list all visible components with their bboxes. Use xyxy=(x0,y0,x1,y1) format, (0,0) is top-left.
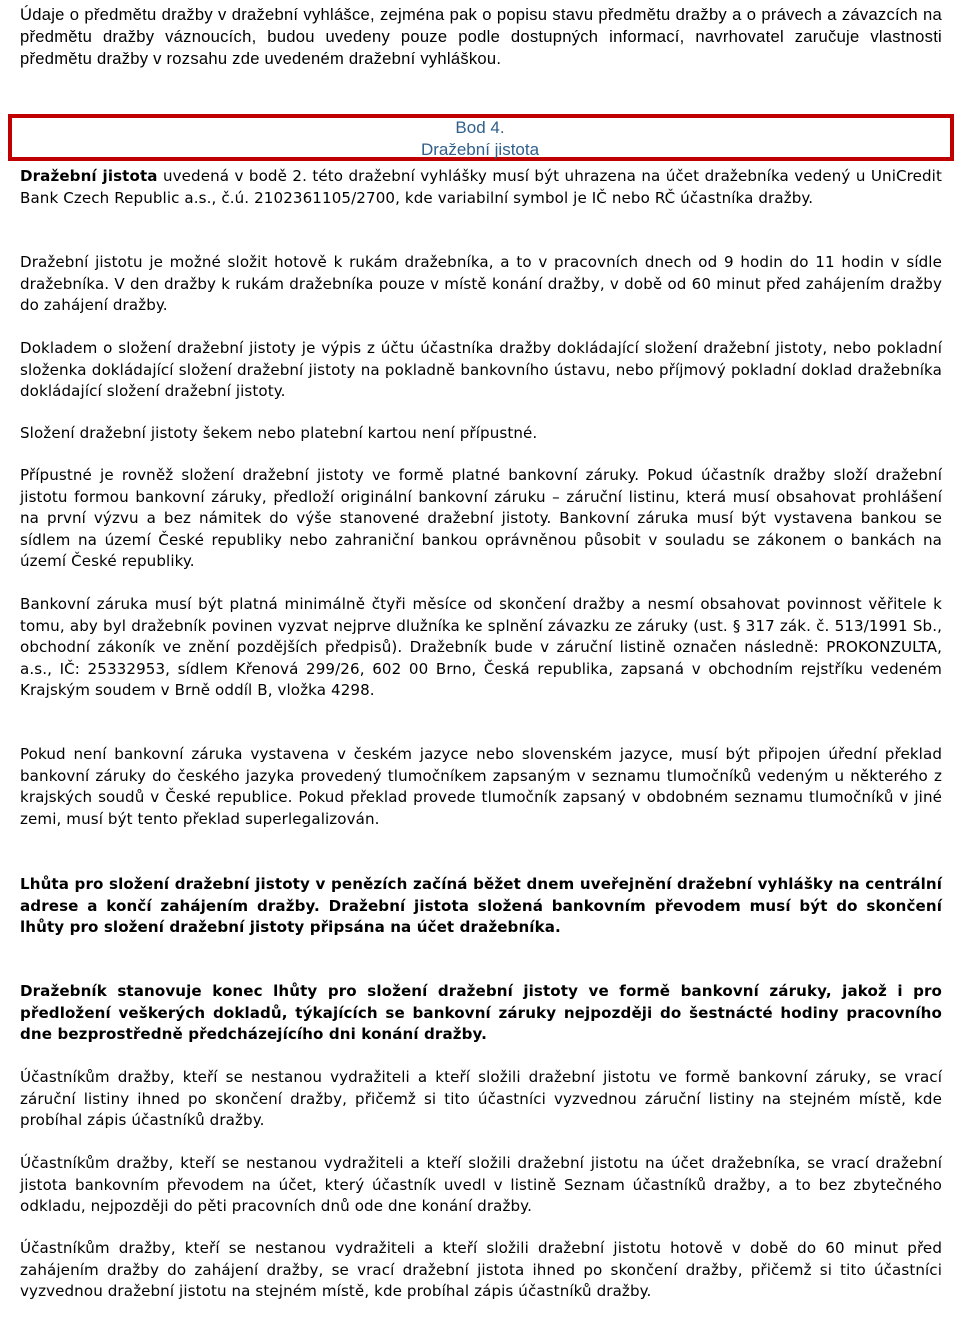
paragraph-konec-lhuty: Dražebník stanovuje konec lhůty pro složení dražební jistoty ve formě bankovní záruky, jakož i pro předložení veškerých dokladů, týkajících se bankovní záruky nejpozději do šestnácté hodiny pracovního dne bezprostředně předcházejícího dni konání dražby. xyxy=(20,982,942,1043)
paragraph-sek: Složení dražební jistoty šekem nebo platební kartou není přípustné. xyxy=(20,424,538,442)
section-title: Dražební jistota xyxy=(420,140,540,159)
paragraph-jistota-ucet-rest: uvedená v bodě 2. této dražební vyhlášky musí být uhrazena na účet dražebníka vedený u UniCredit Bank Czech Republic a.s., č.ú. 2102361105/2700, kde variabilní symbol je IČ nebo RČ účastníka dražby. xyxy=(20,167,942,207)
paragraph-vraceni-zaruky: Účastníkům dražby, kteří se nestanou vydražiteli a kteří složili dražební jistotu ve formě bankovní záruky, se vrací záruční listiny ihned po skončení dražby, přičemž si tito účastníci vyzvednou záruční listiny na stejném místě, kde probíhal zápis účastníků dražby. xyxy=(20,1068,942,1129)
section-number: Bod 4. xyxy=(455,118,505,137)
paragraph-vraceni-hotove: Účastníkům dražby, kteří se nestanou vydražiteli a kteří složili dražební jistotu hotově v době do 60 minut před zahájením dražby do zahájení dražby, se vrací dražební jistota ihned po skončení dražby, přičemž si tito účastníci vyzvednou dražební jistotu na stejném místě, kde probíhal zápis účastníků dražby. xyxy=(20,1239,942,1300)
paragraph-preklad: Pokud není bankovní záruka vystavena v českém jazyce nebo slovenském jazyce, musí být připojen úřední překlad bankovní záruky do českého jazyka provedený tlumočníkem zapsaným v seznamu tlumočníků vedeným u některého z krajských soudů v České republice. Pokud překlad provede tlumočník zapsaný v obdobném seznamu tlumočníků v jiné zemi, musí být tento překlad superlegalizován. xyxy=(20,745,942,828)
paragraph-jistota-ucet-bold: Dražební jistota xyxy=(20,167,158,185)
paragraph-lhuta: Lhůta pro složení dražební jistoty v penězích začíná běžet dnem uveřejnění dražební vyhlášky na centrální adrese a končí zahájením dražby. Dražební jistota složená bankovním převodem musí být do skončení lhůty pro složení dražební jistoty připsána na účet dražebníka. xyxy=(20,875,942,936)
paragraph-doklad: Dokladem o složení dražební jistoty je výpis z účtu účastníka dražby dokládající složení dražební jistoty, nebo pokladní složenka dokládající složení dražební jistoty na pokladně bankovního ústavu, nebo příjmový pokladní doklad dražebníka dokládající složení dražební jistoty. xyxy=(20,339,942,400)
paragraph-bankovni-zaruka: Přípustné je rovněž složení dražební jistoty ve formě platné bankovní záruky. Pokud účastník dražby složí dražební jistotu formou bankovní záruky, předloží originální bankovní záruku – záruční listinu, která musí obsahovat prohlášení na první výzvu a bez námitek do výše stanovené dražební jistoty. Bankovní záruka musí být vystavena bankou se sídlem na území České republiky nebo zahraniční bankou oprávněnou působit v souladu se zákonem o bankách na území České republiky. xyxy=(20,466,942,570)
paragraph-vraceni-prevodem: Účastníkům dražby, kteří se nestanou vydražiteli a kteří složili dražební jistotu na účet dražebníka, se vrací dražební jistota bankovním převodem na účet, který účastník uvedl v listině Seznam účastníků dražby, a to bez zbytečného odkladu, nejpozději do pěti pracovních dnů ode dne konání dražby. xyxy=(20,1154,942,1215)
paragraph-platnost-zaruky: Bankovní záruka musí být platná minimálně čtyři měsíce od skončení dražby a nesmí obsahovat povinnost věřitele k tomu, aby byl dražebník povinen vyzvat nejprve dlužníka ke splnění závazku ze záruky (ust. § 317 zák. č. 513/1991 Sb., obchodní zákoník ve znění pozdějších předpisů). Dražebník bude v záruční listině označen následně: PROKONZULTA, a.s., IČ: 25332953, sídlem Křenová 299/26, 602 00 Brno, Česká republika, zapsaná v obchodním rejstříku vedeném Krajským soudem v Brně oddíl B, vložka 4298. xyxy=(20,595,942,699)
paragraph-jistota-ucet xyxy=(20,166,942,209)
intro-paragraph: Údaje o předmětu dražby v dražební vyhlášce, zejména pak o popisu stavu předmětu dražby a o právech a závazcích na předmětu dražby váznoucích, budou uvedeny pouze podle dostupných informací, navrhovatel zaručuje vlastnosti předmětu dražby v rozsahu zde uvedeném dražební vyhláškou. xyxy=(20,5,942,68)
paragraph-hotove: Dražební jistotu je možné složit hotově k rukám dražebníka, a to v pracovních dnech od 9 hodin do 11 hodin v sídle dražebníka. V den dražby k rukám dražebníka pouze v místě konání dražby, v době od 60 minut před zahájením dražby do zahájení dražby. xyxy=(20,253,942,314)
